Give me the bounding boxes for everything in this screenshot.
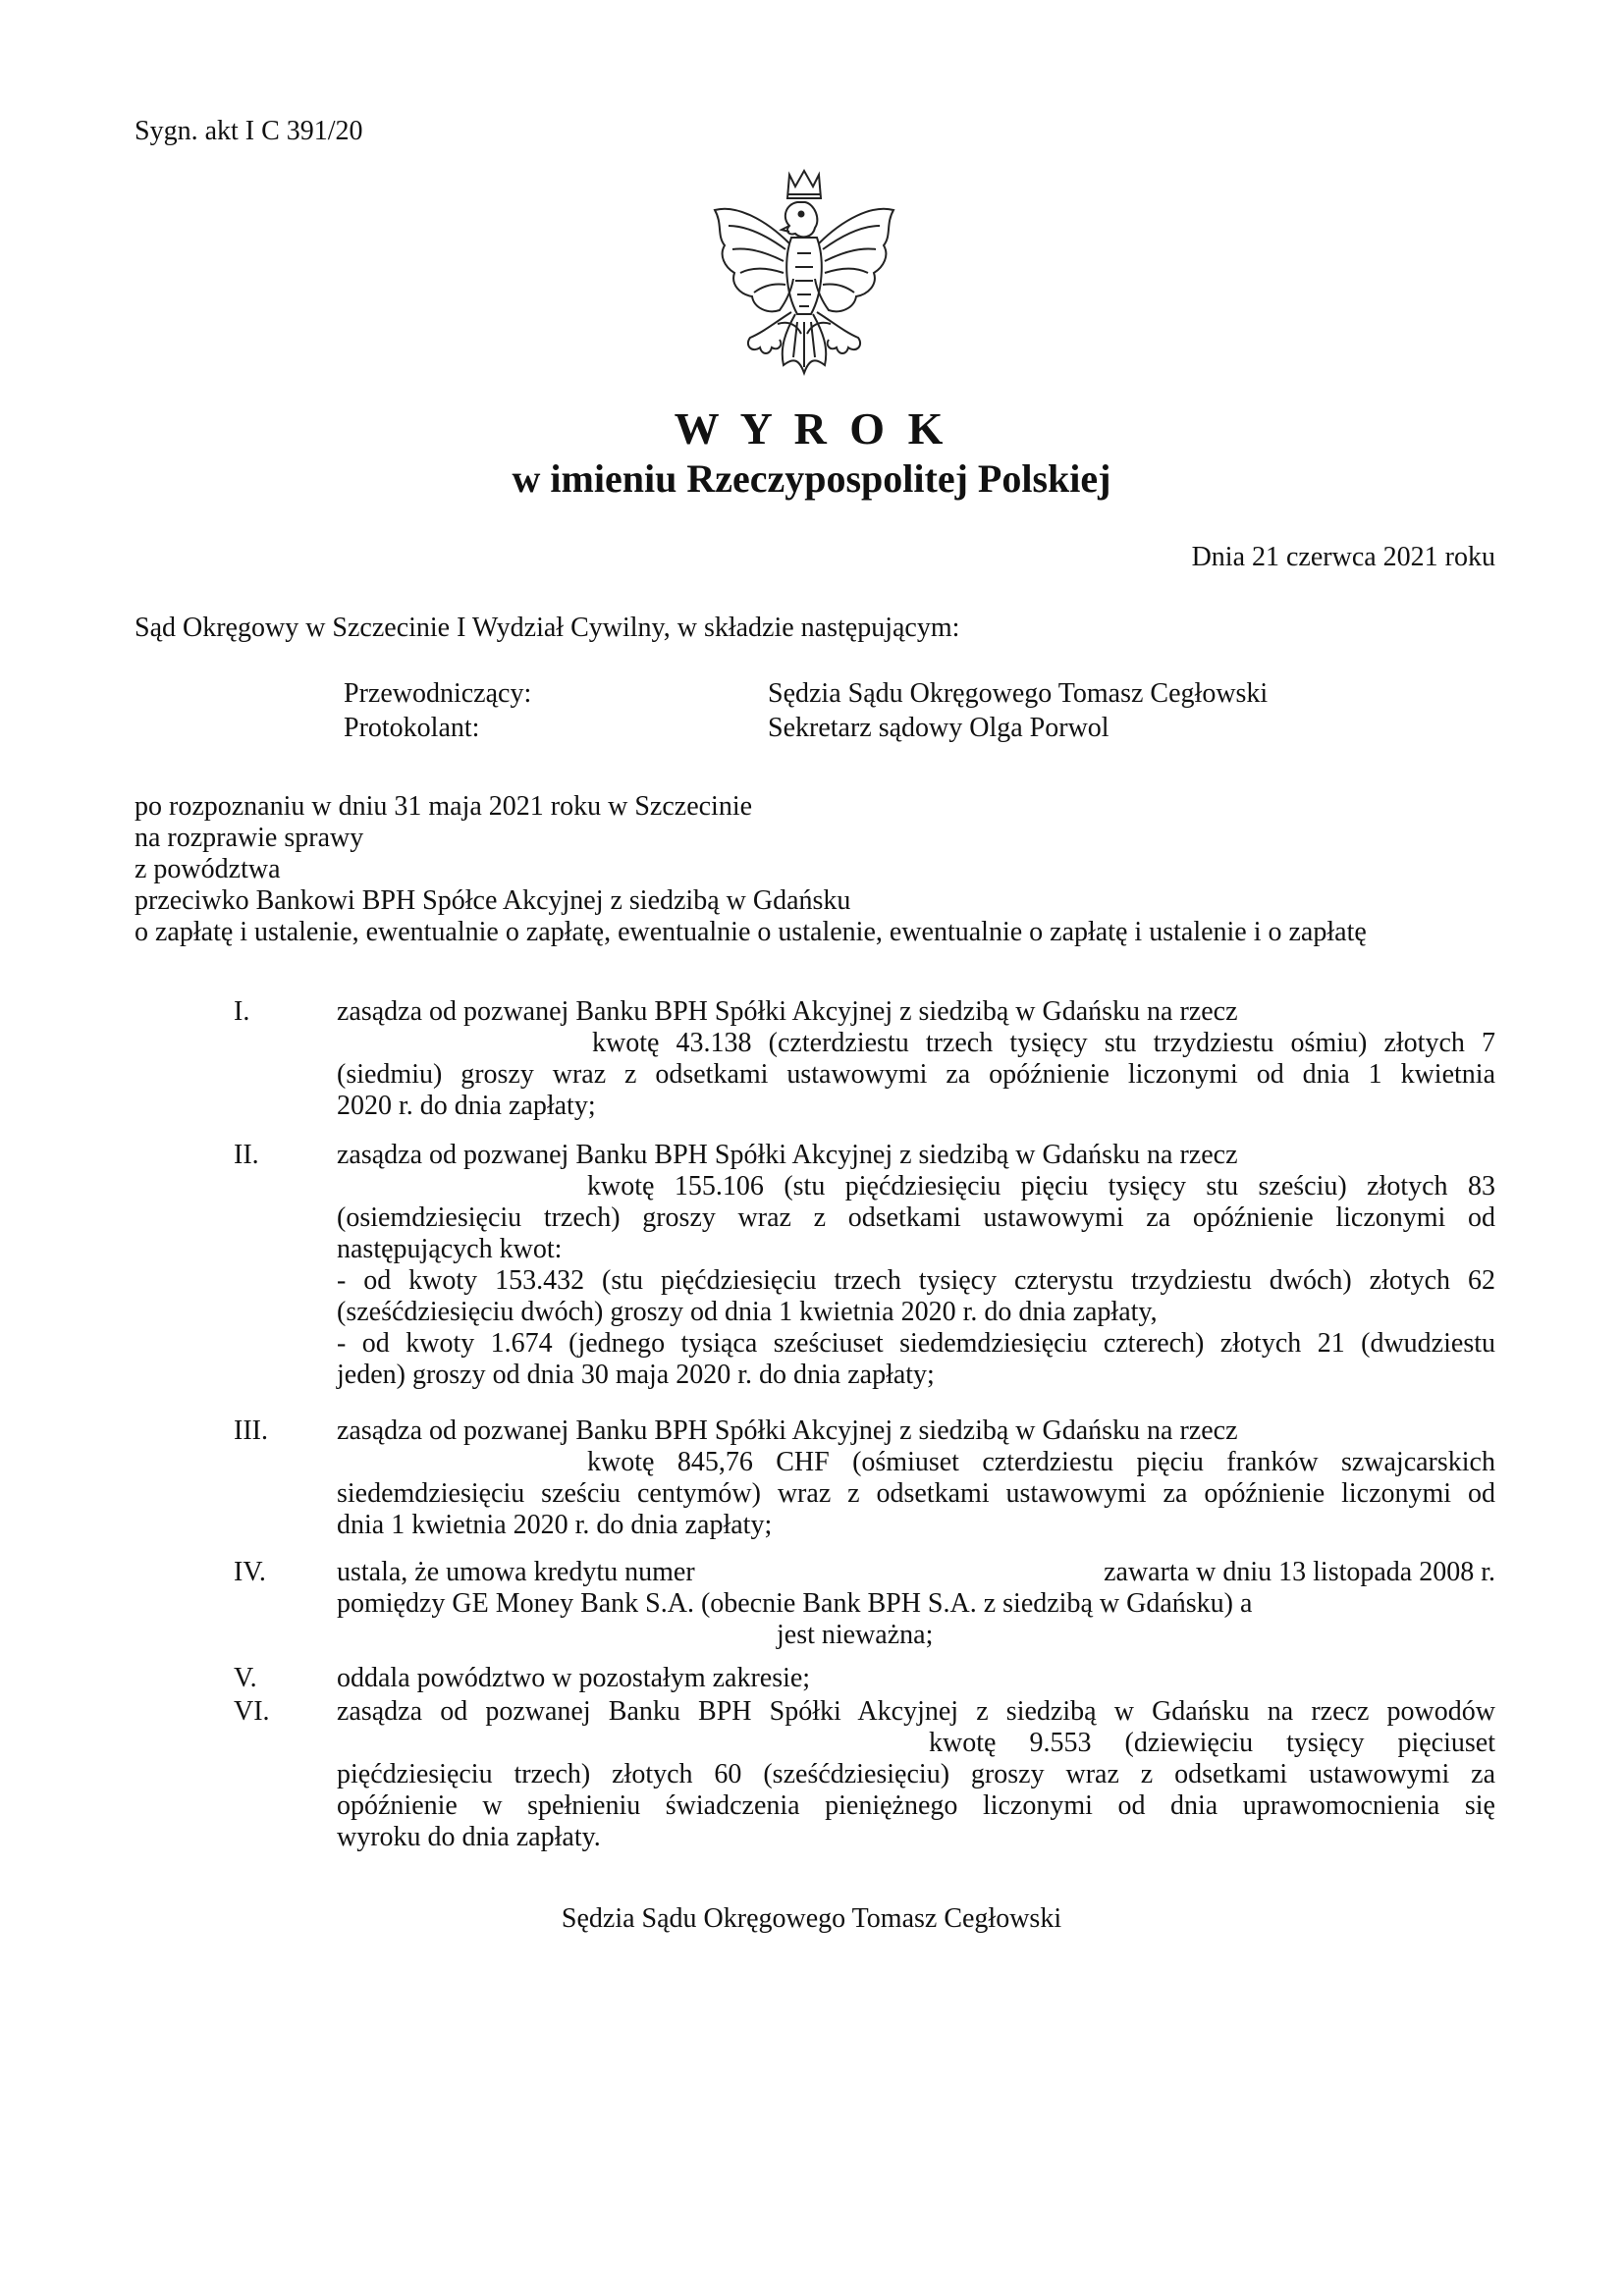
clerk-label: Protokolant: bbox=[344, 713, 480, 743]
item-line: kwotę 43.138 (czterdziestu trzech tysięcy stu trzydziestu ośmiu) złotych 7 bbox=[592, 1028, 1495, 1058]
intro-line: z powództwa bbox=[135, 854, 281, 884]
presiding-judge-name: Sędzia Sądu Okręgowego Tomasz Cegłowski bbox=[768, 678, 1269, 709]
item-line: zasądza od pozwanej Banku BPH Spółki Akcyjnej z siedzibą w Gdańsku na rzecz bbox=[337, 1415, 1238, 1446]
item-line: (sześćdziesięciu dwóch) groszy od dnia 1 kwietnia 2020 r. do dnia zapłaty, bbox=[337, 1297, 1158, 1327]
judgment-item-6 bbox=[337, 1696, 1495, 1853]
judgment-item-4 bbox=[337, 1557, 1495, 1651]
clerk-name: Sekretarz sądowy Olga Porwol bbox=[768, 713, 1109, 743]
judgment-item-5 bbox=[337, 1663, 1495, 1694]
presiding-judge-label: Przewodniczący: bbox=[344, 678, 532, 709]
document-title: W Y R O K bbox=[674, 403, 949, 454]
item-line: kwotę 9.553 (dziewięciu tysięcy pięciuset bbox=[929, 1728, 1495, 1758]
judgment-item-1 bbox=[337, 996, 1495, 1122]
item-line: zawarta w dniu 13 listopada 2008 r. bbox=[1104, 1557, 1495, 1587]
judge-signature: Sędzia Sądu Okręgowego Tomasz Cegłowski bbox=[561, 1903, 1062, 1934]
item-line: wyroku do dnia zapłaty. bbox=[337, 1822, 601, 1852]
document-subtitle: w imieniu Rzeczypospolitej Polskiej bbox=[512, 456, 1111, 501]
item-line: - od kwoty 1.674 (jednego tysiąca sześciuset siedemdziesięciu czterech) złotych 21 (dwudziestu bbox=[337, 1328, 1495, 1359]
item-line: siedemdziesięciu sześciu centymów) wraz z odsetkami ustawowymi za opóźnienie liczonymi od bbox=[337, 1478, 1495, 1509]
item-line: następujących kwot: bbox=[337, 1234, 563, 1264]
item-line: zasądza od pozwanej Banku BPH Spółki Akcyjnej z siedzibą w Gdańsku na rzecz powodów bbox=[337, 1696, 1495, 1727]
item-number: II. bbox=[234, 1140, 259, 1170]
item-line: zasądza od pozwanej Banku BPH Spółki Akcyjnej z siedzibą w Gdańsku na rzecz bbox=[337, 1140, 1238, 1170]
item-line: kwotę 845,76 CHF (ośmiuset czterdziestu pięciu franków szwajcarskich bbox=[587, 1447, 1495, 1477]
item-number: I. bbox=[234, 996, 250, 1027]
item-line: zasądza od pozwanej Banku BPH Spółki Akcyjnej z siedzibą w Gdańsku na rzecz bbox=[337, 996, 1238, 1027]
item-line: jest nieważna; bbox=[777, 1620, 934, 1650]
item-line: ustala, że umowa kredytu numer bbox=[337, 1557, 695, 1587]
item-line: (siedmiu) groszy wraz z odsetkami ustawowymi za opóźnienie liczonymi od dnia 1 kwietnia bbox=[337, 1059, 1495, 1090]
case-signature: Sygn. akt I C 391/20 bbox=[135, 116, 363, 146]
item-line: opóźnienie w spełnieniu świadczenia pieniężnego liczonymi od dnia uprawomocnienia się bbox=[337, 1790, 1495, 1821]
judgment-item-3 bbox=[337, 1415, 1495, 1541]
judgment-item-2 bbox=[337, 1140, 1495, 1391]
intro-line: przeciwko Bankowi BPH Spółce Akcyjnej z siedzibą w Gdańsku bbox=[135, 885, 851, 916]
item-line: dnia 1 kwietnia 2020 r. do dnia zapłaty; bbox=[337, 1510, 773, 1540]
intro-line: o zapłatę i ustalenie, ewentualnie o zapłatę, ewentualnie o ustalenie, ewentualnie o zapłatę i ustalenie i o zapłatę bbox=[135, 917, 1367, 947]
item-line: 2020 r. do dnia zapłaty; bbox=[337, 1091, 596, 1121]
item-line: kwotę 155.106 (stu pięćdziesięciu pięciu tysięcy stu sześciu) złotych 83 bbox=[587, 1171, 1495, 1201]
item-line: (osiemdziesięciu trzech) groszy wraz z odsetkami ustawowymi za opóźnienie liczonymi od bbox=[337, 1202, 1495, 1233]
item-number: VI. bbox=[234, 1696, 270, 1727]
court-composition: Sąd Okręgowy w Szczecinie I Wydział Cywilny, w składzie następującym: bbox=[135, 613, 960, 643]
item-line: jeden) groszy od dnia 30 maja 2020 r. do dnia zapłaty; bbox=[337, 1360, 935, 1390]
item-number: V. bbox=[234, 1663, 257, 1693]
item-line: pomiędzy GE Money Bank S.A. (obecnie Bank BPH S.A. z siedzibą w Gdańsku) a bbox=[337, 1588, 1253, 1619]
item-number: III. bbox=[234, 1415, 268, 1446]
item-line: pięćdziesięciu trzech) złotych 60 (sześćdziesięciu) groszy wraz z odsetkami ustawowymi za bbox=[337, 1759, 1495, 1789]
item-line: oddala powództwo w pozostałym zakresie; bbox=[337, 1663, 811, 1693]
item-number: IV. bbox=[234, 1557, 266, 1587]
intro-line: po rozpoznaniu w dniu 31 maja 2021 roku w Szczecinie bbox=[135, 791, 753, 822]
polish-eagle-emblem-icon bbox=[707, 165, 901, 393]
item-line: - od kwoty 153.432 (stu pięćdziesięciu trzech tysięcy czterystu trzydziestu dwóch) złotych 62 bbox=[337, 1265, 1495, 1296]
intro-line: na rozprawie sprawy bbox=[135, 823, 364, 853]
judgment-date: Dnia 21 czerwca 2021 roku bbox=[1191, 542, 1495, 572]
